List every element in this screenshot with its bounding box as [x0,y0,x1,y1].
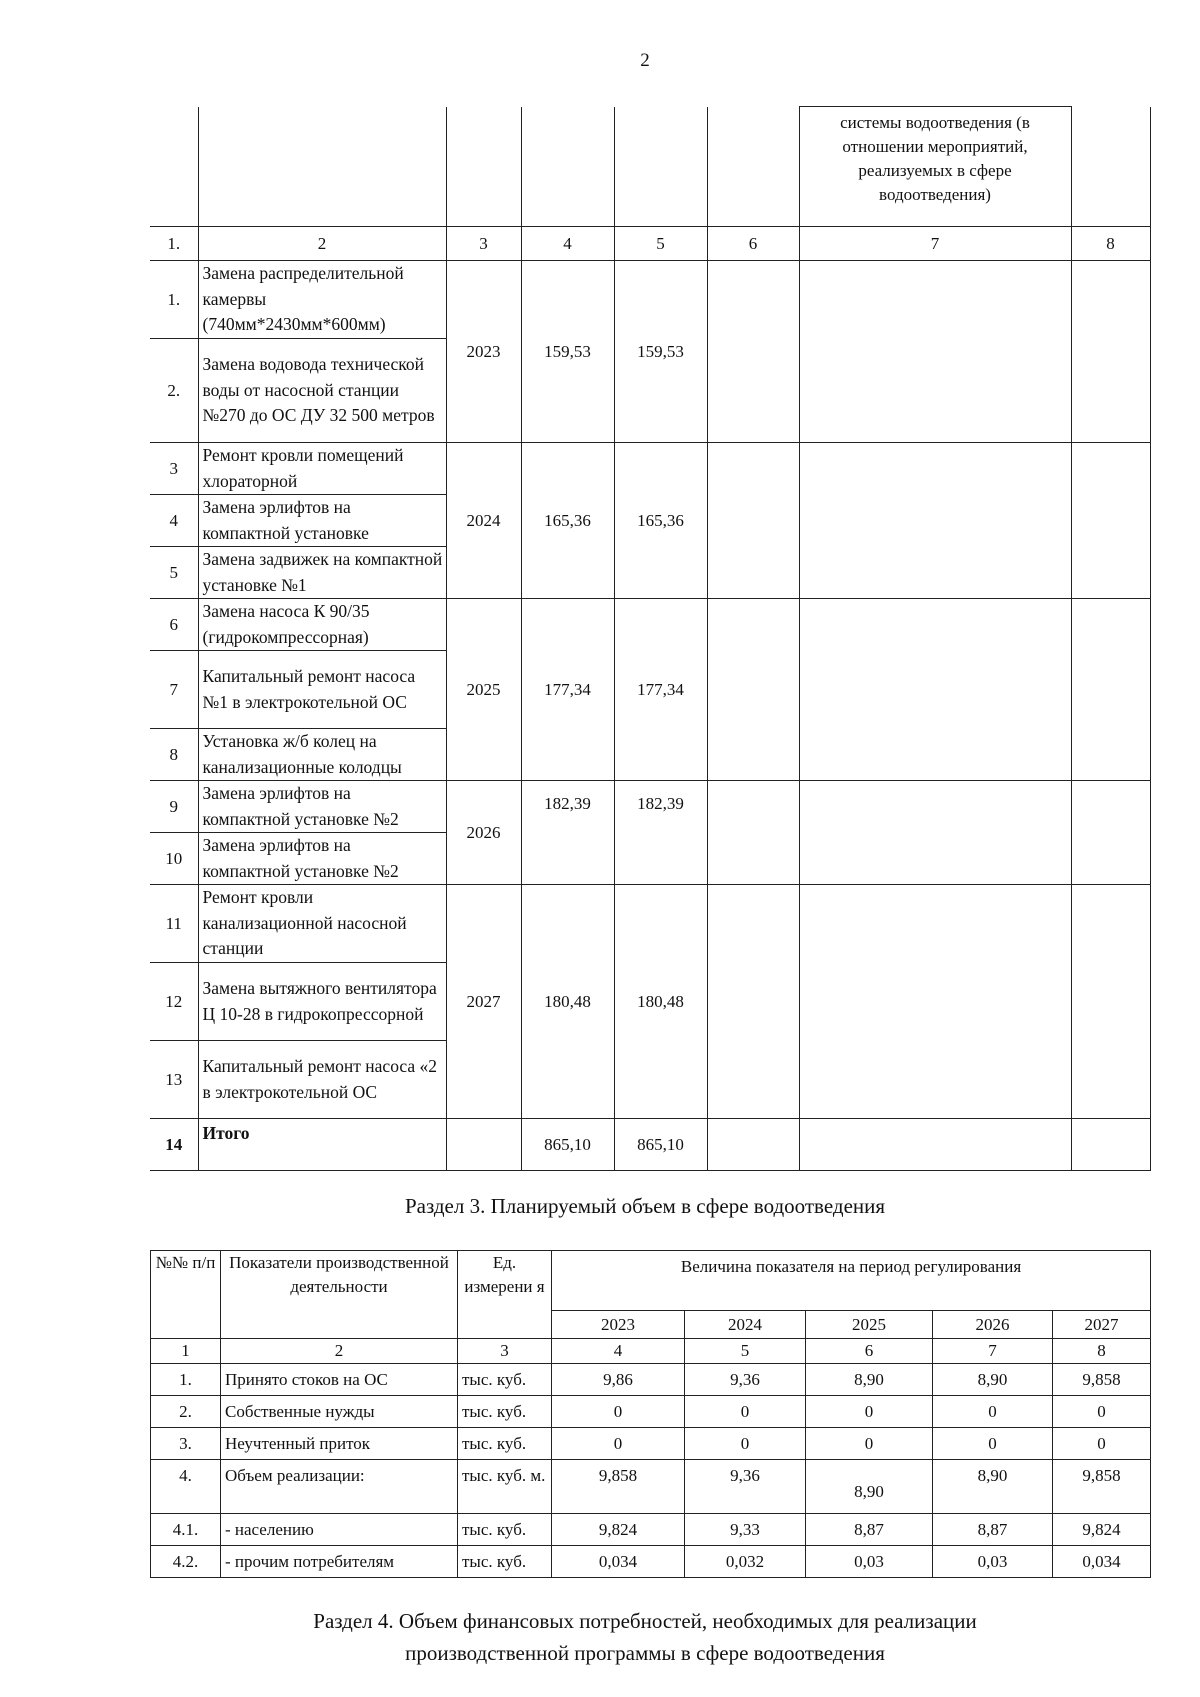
row-name: Принято стоков на ОС [221,1364,458,1396]
col-number: 6 [707,227,799,261]
row-unit: тыс. куб. [458,1428,552,1460]
group-col5: 159,53 [614,261,707,443]
total-number: 14 [150,1119,198,1171]
col-number: 6 [806,1339,933,1364]
row-number: 1. [151,1364,221,1396]
row-number: 4.1. [151,1514,221,1546]
row-name: Объем реализации: [221,1460,458,1514]
col-number: 5 [685,1339,806,1364]
section-3-title: Раздел 3. Планируемый объем в сфере водоотведения [404,1194,886,1218]
row-unit: тыс. куб. [458,1546,552,1578]
row-value: 0 [552,1428,685,1460]
row-value: 9,36 [685,1460,806,1514]
page-number: 2 [640,50,650,71]
row-value: 0 [1053,1396,1151,1428]
row-value: 8,90 [806,1460,933,1514]
table-row [151,1428,1151,1460]
row-number: 4.2. [151,1546,221,1578]
row-number: 2. [150,339,198,443]
row-value: 9,33 [685,1514,806,1546]
total-col4: 865,10 [521,1119,614,1171]
table-header-row [150,107,1150,227]
row-number: 8 [150,729,198,781]
col-number: 2 [221,1339,458,1364]
row-unit: тыс. куб. [458,1514,552,1546]
row-number: 7 [150,651,198,729]
header-num: №№ п/п [151,1251,221,1339]
group-col5: 182,39 [614,781,707,885]
row-number: 1. [150,261,198,339]
group-col5: 165,36 [614,443,707,599]
header-value: Величина показателя на период регулирования [552,1251,1151,1311]
row-value: 0 [806,1428,933,1460]
row-number: 3 [150,443,198,495]
table-row [150,885,1150,963]
row-name: - прочим потребителям [221,1546,458,1578]
group-col5: 180,48 [614,885,707,1119]
row-value: 0,03 [806,1546,933,1578]
row-name: Капитальный ремонт насоса «2 в электрокотельной ОС [198,1041,446,1119]
col-number: 2 [198,227,446,261]
row-name: Замена эрлифтов на компактной установке №2 [198,781,446,833]
row-value: 8,87 [806,1514,933,1546]
col-number: 7 [933,1339,1053,1364]
group-col4: 182,39 [521,781,614,885]
table-row [150,443,1150,495]
group-year: 2023 [446,261,521,443]
row-name: Замена насоса К 90/35 (гидрокомпрессорная) [198,599,446,651]
row-name: Замена водовода технической воды от насосной станции №270 до ОС ДУ 32 500 метров [198,339,446,443]
row-value: 0,034 [1053,1546,1151,1578]
row-name: Ремонт кровли канализационной насосной станции [198,885,446,963]
row-value: 8,90 [933,1460,1053,1514]
row-number: 3. [151,1428,221,1460]
row-name: Замена эрлифтов на компактной установке [198,495,446,547]
year-header: 2024 [685,1311,806,1339]
row-value: 0 [685,1428,806,1460]
row-value: 0,034 [552,1546,685,1578]
table-row [151,1546,1151,1578]
row-value: 9,86 [552,1364,685,1396]
group-col4: 159,53 [521,261,614,443]
col-number: 1. [150,227,198,261]
group-year: 2025 [446,599,521,781]
col-number: 8 [1071,227,1150,261]
row-value: 9,824 [1053,1514,1151,1546]
row-name: Замена вытяжного вентилятора Ц 10-28 в гидрокопрессорной [198,963,446,1041]
table-row [151,1460,1151,1514]
row-name: Замена распределительной камервы (740мм*2430мм*600мм) [198,261,446,339]
row-unit: тыс. куб. [458,1396,552,1428]
group-col4: 165,36 [521,443,614,599]
group-year: 2026 [446,781,521,885]
group-year: 2027 [446,885,521,1119]
table-row [150,261,1150,339]
col-number: 1 [151,1339,221,1364]
column-numbers-row [150,227,1150,261]
row-unit: тыс. куб. [458,1364,552,1396]
group-col4: 177,34 [521,599,614,781]
header-col-7: системы водоотведения (в отношении мероприятий, реализуемых в сфере водоотведения) [799,107,1071,227]
total-col5: 865,10 [614,1119,707,1171]
year-header: 2026 [933,1311,1053,1339]
row-name: Капитальный ремонт насоса №1 в электрокотельной ОС [198,651,446,729]
group-col4: 180,48 [521,885,614,1119]
row-value: 9,858 [552,1460,685,1514]
row-value: 0 [552,1396,685,1428]
col-number: 3 [458,1339,552,1364]
col-number: 4 [521,227,614,261]
col-number: 8 [1053,1339,1151,1364]
total-row [150,1119,1150,1171]
col-number: 7 [799,227,1071,261]
row-number: 5 [150,547,198,599]
row-value: 9,858 [1053,1364,1151,1396]
col-number: 3 [446,227,521,261]
row-value: 8,90 [806,1364,933,1396]
row-value: 0 [933,1396,1053,1428]
row-number: 10 [150,833,198,885]
row-value: 0 [1053,1428,1151,1460]
planned-volume-table [150,1250,1151,1578]
row-name: Установка ж/б колец на канализационные колодцы [198,729,446,781]
row-value: 0 [933,1428,1053,1460]
col-number: 5 [614,227,707,261]
column-numbers-row [151,1339,1151,1364]
row-value: 0,032 [685,1546,806,1578]
row-name: - населению [221,1514,458,1546]
row-value: 0 [806,1396,933,1428]
row-number: 6 [150,599,198,651]
table-row [151,1396,1151,1428]
row-value: 8,87 [933,1514,1053,1546]
row-value: 0 [685,1396,806,1428]
year-header: 2025 [806,1311,933,1339]
year-header: 2027 [1053,1311,1151,1339]
col-number: 4 [552,1339,685,1364]
row-name: Замена эрлифтов на компактной установке №2 [198,833,446,885]
table-row [150,599,1150,651]
activities-table [150,106,1151,1171]
row-number: 4. [151,1460,221,1514]
table-row [151,1364,1151,1396]
row-number: 9 [150,781,198,833]
section-4-title: Раздел 4. Объем финансовых потребностей, необходимых для реализации производственной программы в сфере водоотведения [313,1609,977,1665]
row-number: 11 [150,885,198,963]
group-year: 2024 [446,443,521,599]
row-number: 4 [150,495,198,547]
row-value: 8,90 [933,1364,1053,1396]
header-unit: Ед. измерени я [458,1251,552,1339]
total-label: Итого [198,1119,446,1171]
row-name: Ремонт кровли помещений хлораторной [198,443,446,495]
row-unit: тыс. куб. м. [458,1460,552,1514]
row-name: Замена задвижек на компактной установке №1 [198,547,446,599]
row-name: Собственные нужды [221,1396,458,1428]
year-header: 2023 [552,1311,685,1339]
table-row [150,781,1150,833]
row-number: 13 [150,1041,198,1119]
row-name: Неучтенный приток [221,1428,458,1460]
row-number: 2. [151,1396,221,1428]
row-value: 9,824 [552,1514,685,1546]
row-value: 9,36 [685,1364,806,1396]
header-indicator: Показатели производственной деятельности [221,1251,458,1339]
row-number: 12 [150,963,198,1041]
table-header-row [151,1251,1151,1311]
group-col5: 177,34 [614,599,707,781]
row-value: 9,858 [1053,1460,1151,1514]
row-value: 0,03 [933,1546,1053,1578]
table-row [151,1514,1151,1546]
